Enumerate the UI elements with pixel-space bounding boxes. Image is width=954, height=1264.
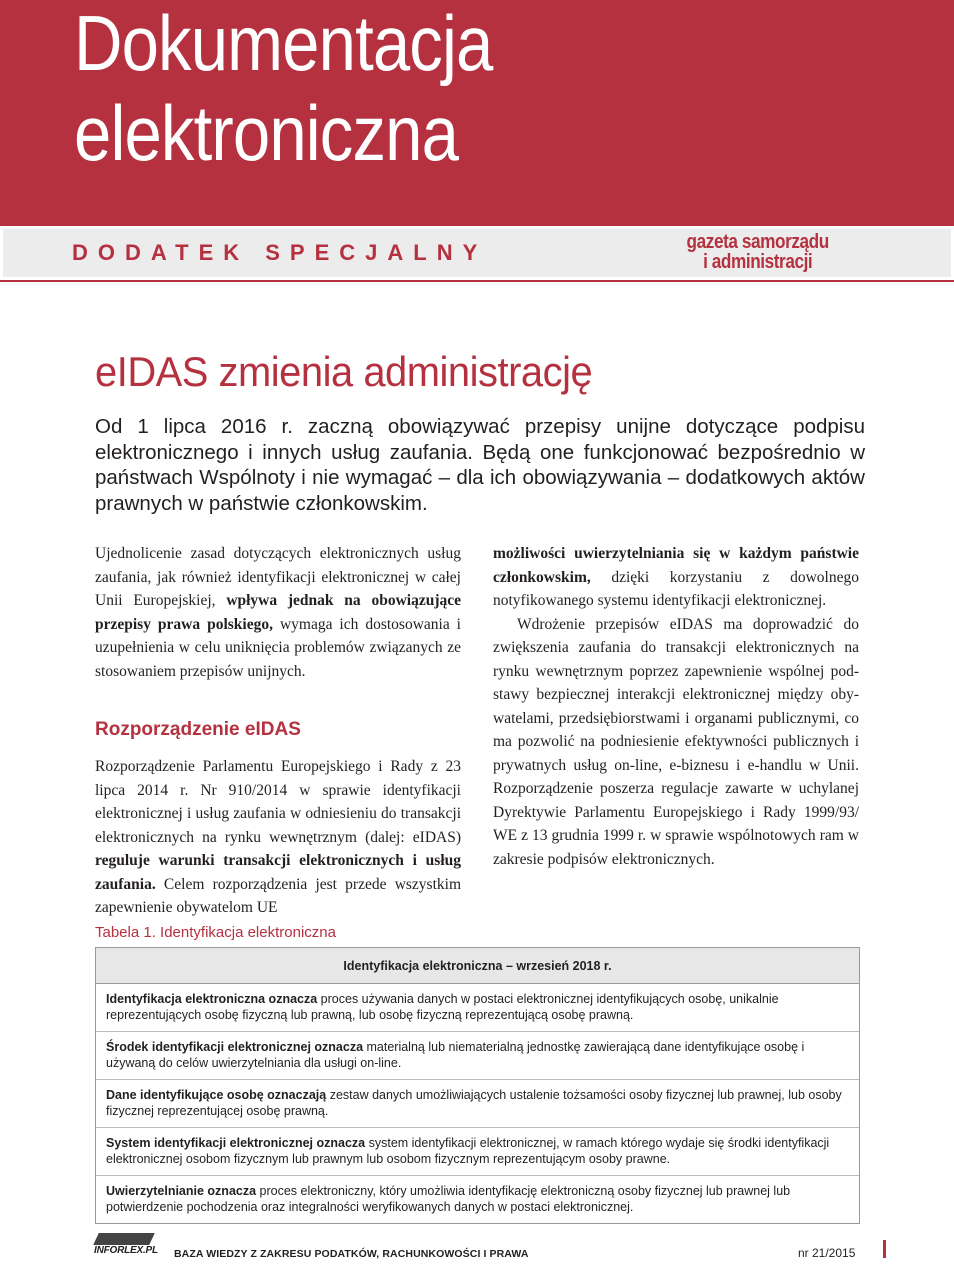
row-term: Dane identyfikujące osobę oznaczają	[106, 1088, 327, 1102]
article-column-right	[493, 542, 859, 871]
bold-run: możliwości uwierzytelniania się w każdym państwie członkowskim,	[493, 545, 859, 586]
footer-tagline: BAZA WIEDZY Z ZAKRESU PODATKÓW, RACHUNKOWOŚCI I PRAWA	[174, 1248, 529, 1260]
logo-line-1: gazeta samorządu	[686, 231, 829, 253]
row-term: Uwierzytelnianie oznacza	[106, 1184, 257, 1198]
title-line-2: elektroniczna	[74, 89, 459, 177]
table-header: Identyfikacja elektroniczna – wrzesień 2018 r.	[96, 948, 859, 984]
table-row	[96, 1080, 859, 1128]
logo-line-2: i administracji	[703, 251, 813, 273]
row-text: materialną lub niematerialną jednostkę zawierającą dane identyfikujące osobę i używaną do celów uwierzytelniania dla usługi on-line.	[106, 1040, 805, 1070]
paragraph-2-part-2	[493, 542, 859, 613]
issue-number: nr 21/2015	[798, 1246, 856, 1260]
section-subhead: Rozporządzenie eIDAS	[95, 719, 301, 740]
article-lead: Od 1 lipca 2016 r. zaczną obowiązywać przepisy unijne dotyczące podpisu elektronicznego i innych usług zaufania. Będą one funkcjonować bezpośrednio w państwach Wspólnoty i nie wymagać – dla ich obowiązywania – dodatkowych aktów prawnych w państwie członkowskim.	[95, 415, 865, 515]
document-title	[74, 0, 779, 178]
table-row	[96, 1032, 859, 1080]
title-line-1: Dokumentacja	[74, 0, 493, 87]
paragraph-1	[95, 542, 461, 683]
bold-run: reguluje warunki transakcji elektronicznych i usług zaufania.	[95, 852, 461, 893]
publication-logo	[682, 232, 833, 272]
supplement-label: DODATEK SPECJALNY	[72, 240, 488, 265]
bold-run: wpływa jednak na obowiązujące przepisy prawa polskiego,	[95, 592, 461, 633]
row-term: System identyfikacji elektronicznej oznacza	[106, 1136, 366, 1150]
paragraph-3: Wdrożenie przepisów eIDAS ma doprowadzić do zwiększenia zaufania do transakcji elektronicznych na rynku wewnętrznym poprzez zapewnienie wspólnej podstawy bezpiecznej interakcji elektronicznej między obywatelami, przedsiębiorstwami i organami publicznymi, co ma pozwolić na podniesienie efektywności publicznych i prywatnych usług on-line, e-biznesu i e-handlu w Unii. Rozporządzenie poszerza regulacje zawarte w uchylanej Dyrektywie Parlamentu Europejskiego i Rady 1999/93/ WE z 13 grudnia 1999 r. w sprawie wspólnotowych ram w zakresie podpisów elektronicznych.	[493, 615, 859, 868]
text-run: Rozporządzenie Parlamentu Europejskiego i Rady z 23 lipca 2014 r. Nr 910/2014 w sprawie identyfikacji elektronicznej i usług zaufania w odniesieniu do transakcji elektronicznych na rynku wewnętrznym (dalej: eIDAS)	[95, 758, 461, 846]
text-run: wymaga ich dostosowania i uzupełnienia w celu uniknięcia problemów związanych ze stosowaniem przepisów unijnych.	[95, 615, 461, 680]
table-row	[96, 984, 859, 1032]
table-caption: Tabela 1. Identyfikacja elektroniczna	[95, 924, 336, 941]
article-column-left	[95, 542, 461, 920]
row-text: proces używania danych w postaci elektronicznej identyfikujących osobę, unikalnie reprezentujących osobę fizyczną lub prawną, lub osobę fizyczną reprezentującą osobę prawną.	[106, 992, 779, 1022]
row-text: zestaw danych umożliwiających ustalenie tożsamości osoby fizycznej lub prawnej, lub osoby fizycznej reprezentującej osobę prawną.	[106, 1088, 842, 1118]
row-term: Środek identyfikacji elektronicznej oznacza	[106, 1040, 364, 1054]
row-term: Identyfikacja elektroniczna oznacza	[106, 992, 318, 1006]
text-run: Ujednolicenie zasad dotyczących elektronicznych usług zaufania, jak również identyfikacji elektronicznej w całej Unii Europejskiej,	[95, 545, 461, 609]
text-run: Celem rozporządzenia jest przede wszystkim zapewnienie obywatelom UE	[95, 875, 461, 916]
paragraph-2-part-1	[95, 755, 461, 920]
footer-accent-bar	[883, 1240, 886, 1258]
row-text: system identyfikacji elektronicznej, w ramach którego wydaje się środki identyfikacji elektronicznej osobom fizycznym lub prawnym lub osobom fizycznym reprezentującym osoby prawne.	[106, 1136, 830, 1166]
table-row	[96, 1128, 859, 1176]
definitions-table	[95, 947, 860, 1224]
logo-mark-icon	[93, 1233, 155, 1245]
inforlex-logo	[94, 1233, 158, 1257]
text-run: dzięki korzystaniu z dowolnego notyfikowanego systemu identyfikacji elektronicznej.	[493, 568, 859, 609]
table-row	[96, 1176, 859, 1223]
logo-wordmark: INFORLEX.PL	[94, 1245, 158, 1256]
row-text: proces elektroniczny, który umożliwia identyfikację elektroniczną osoby fizycznej lub prawnej lub potwierdzenie pochodzenia oraz integralności weryfikowanych danych w postaci elektronicznej.	[106, 1184, 791, 1214]
article-headline: eIDAS zmienia administrację	[95, 348, 593, 395]
